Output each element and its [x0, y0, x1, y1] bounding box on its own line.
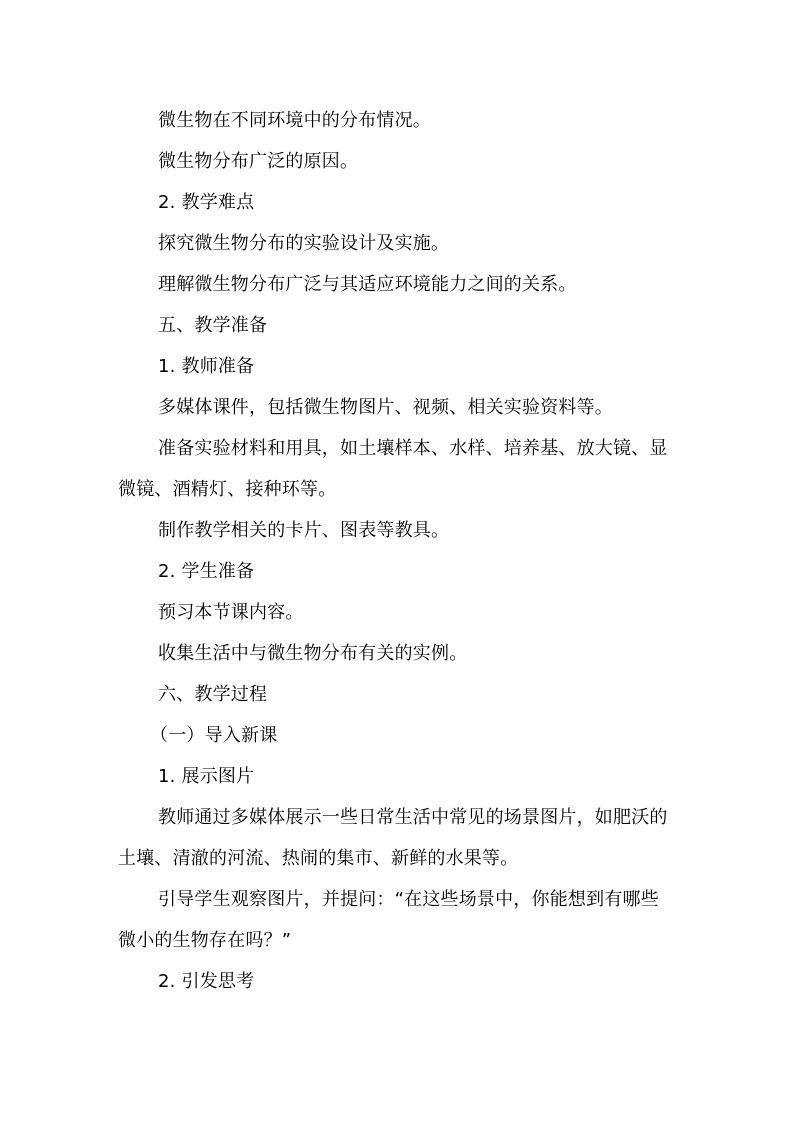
subheading: 2. 学生准备 — [158, 561, 255, 582]
subheading: 2. 引发思考 — [158, 971, 255, 992]
text-line: 探究微生物分布的实验设计及实施。 — [158, 233, 450, 254]
subsection-heading: （一）导入新课 — [150, 725, 278, 746]
text-line: 多媒体课件，包括微生物图片、视频、相关实验资料等。 — [158, 397, 613, 418]
subheading: 1. 教师准备 — [158, 356, 255, 377]
text-line: 微生物分布广泛的原因。 — [158, 151, 359, 172]
text-line: 准备实验材料和用具，如土壤样本、水样、培养基、放大镜、显 — [158, 438, 668, 459]
text-line: 微小的生物存在吗？” — [118, 930, 292, 951]
text-line: 微生物在不同环境中的分布情况。 — [158, 110, 431, 131]
text-line: 预习本节课内容。 — [158, 602, 304, 623]
text-line: 微镜、酒精灯、接种环等。 — [118, 479, 337, 500]
subheading: 2. 教学难点 — [158, 192, 255, 213]
text-line: 引导学生观察图片，并提问：“在这些场景中，你能想到有哪些 — [158, 889, 659, 910]
text-line: 理解微生物分布广泛与其适应环境能力之间的关系。 — [158, 274, 577, 295]
section-heading: 五、教学准备 — [158, 315, 268, 336]
text-line: 教师通过多媒体展示一些日常生活中常见的场景图片，如肥沃的 — [158, 807, 668, 828]
document-body — [118, 100, 678, 1002]
section-heading: 六、教学过程 — [158, 684, 268, 705]
text-line: 制作教学相关的卡片、图表等教具。 — [158, 520, 450, 541]
subheading: 1. 展示图片 — [158, 766, 255, 787]
text-line: 收集生活中与微生物分布有关的实例。 — [158, 643, 468, 664]
text-line: 土壤、清澈的河流、热闹的集市、新鲜的水果等。 — [118, 848, 519, 869]
